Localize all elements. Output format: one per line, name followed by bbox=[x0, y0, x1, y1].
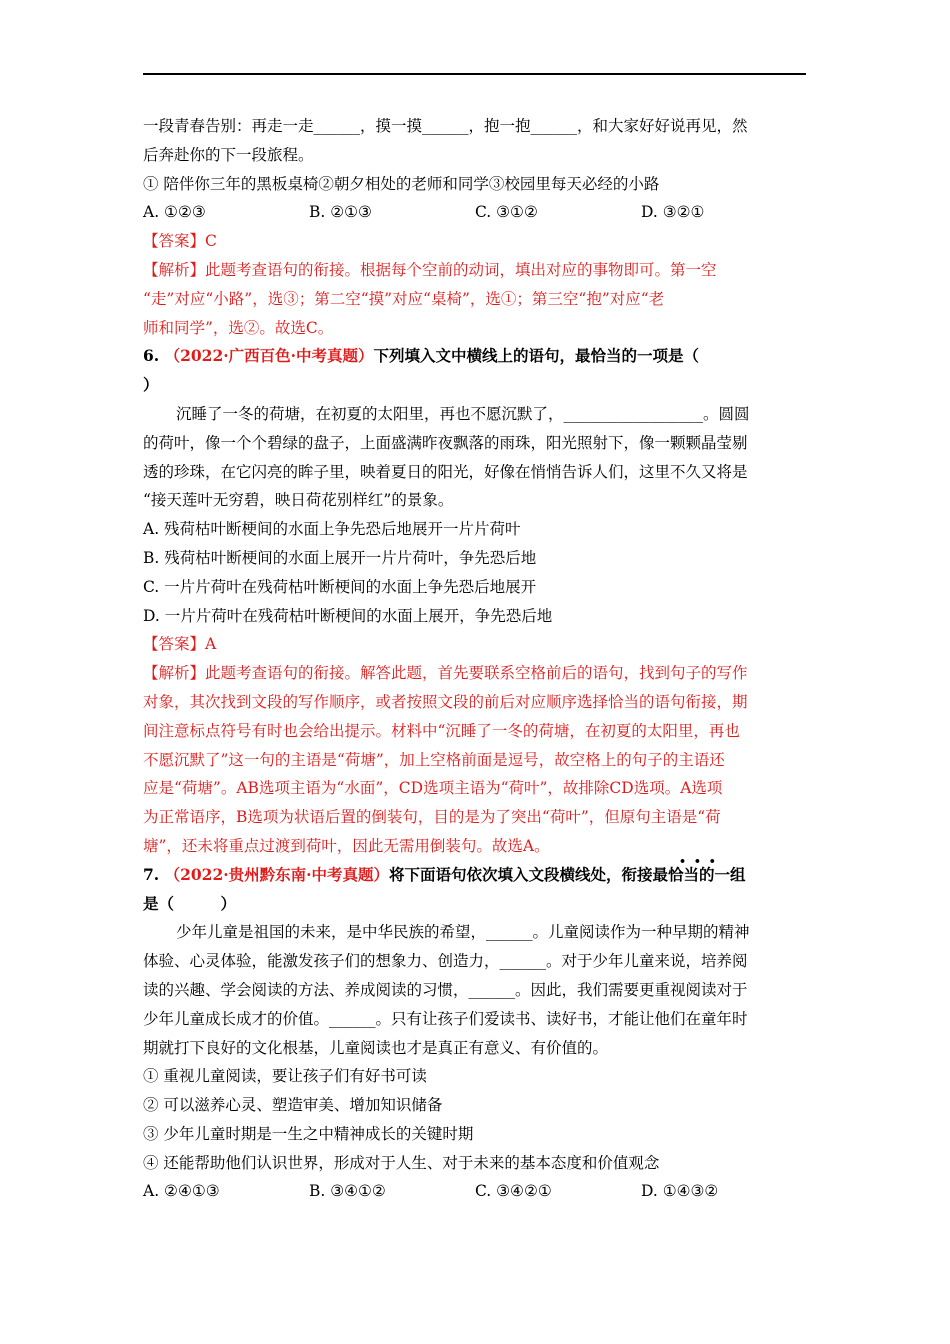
q7-passage-line: 期就打下良好的文化根基，儿童阅读也才是真正有意义、有价值的。 bbox=[143, 1038, 609, 1057]
q7-question-end: 是（ ） bbox=[143, 893, 237, 913]
q6-passage-line: “接天莲叶无穷碧，映日荷花别样红”的景象。 bbox=[143, 491, 454, 510]
q7-number: 7. bbox=[143, 864, 160, 884]
document-body bbox=[143, 112, 808, 1206]
q7-question-text: 将下面语句依次填入文段横线处，衔接最恰当的一组 bbox=[389, 864, 746, 884]
q6-option-a: A. 残荷枯叶断梗间的水面上争先恐后地展开一片片荷叶 bbox=[143, 520, 521, 539]
q7-option-a: A. ②④①③ bbox=[143, 1182, 220, 1201]
q6-answer: 【答案】A bbox=[143, 635, 217, 654]
q7-option-c: C. ③④②① bbox=[475, 1182, 552, 1201]
q7-item: ③ 少年儿童时期是一生之中精神成长的关键时期 bbox=[143, 1124, 474, 1143]
q5-options bbox=[143, 198, 808, 227]
q7-options bbox=[143, 1177, 808, 1206]
q5-option-d: D. ③②① bbox=[641, 203, 705, 222]
q5-stem-line-2: 后奔赴你的下一段旅程。 bbox=[143, 145, 314, 164]
q6-source: （2022·广西百色·中考真题） bbox=[164, 346, 374, 366]
q6-passage-line: 的荷叶，像一个个碧绿的盘子，上面盛满昨夜飘落的雨珠，阳光照射下，像一颗颗晶莹剔 bbox=[143, 433, 748, 452]
q6-number: 6. bbox=[143, 346, 160, 366]
q7-passage-line: 读的兴趣、学会阅读的方法、养成阅读的习惯，______。因此，我们需要更重视阅读对于 bbox=[143, 980, 748, 999]
q7-option-d: D. ①④③② bbox=[641, 1182, 719, 1201]
q5-items: ① 陪伴你三年的黑板桌椅②朝夕相处的老师和同学③校园里每天必经的小路 bbox=[143, 174, 660, 193]
q6-analysis-line: 为正常语序，B选项为状语后置的倒装句，目的是为了突出“荷叶”，但原句主语是“荷 bbox=[143, 808, 721, 827]
q5-option-c: C. ③①② bbox=[475, 203, 538, 222]
q5-analysis-line: 师和同学”，选②。故选C。 bbox=[143, 318, 334, 337]
q6-passage-line: 透的珍珠，在它闪亮的眸子里，映着夏日的阳光，好像在悄悄告诉人们，这里不久又将是 bbox=[143, 462, 748, 481]
q5-option-b: B. ②①③ bbox=[309, 203, 372, 222]
q7-passage-line: 少年儿童成长成才的价值。______。只有让孩子们爱读书、读好书，才能让他们在童年时 bbox=[143, 1009, 748, 1028]
q6-heading bbox=[143, 342, 808, 371]
q7-item: ① 重视儿童阅读，要让孩子们有好书可读 bbox=[143, 1067, 427, 1086]
emphasis-dots: • • • bbox=[679, 854, 718, 868]
q7-passage-line: 少年儿童是祖国的未来，是中华民族的希望，______。儿童阅读作为一种早期的精神 bbox=[176, 923, 750, 942]
q6-passage-line: 沉睡了一冬的荷塘，在初夏的太阳里，再也不愿沉默了，__________________。圆圆 bbox=[176, 404, 750, 423]
q6-analysis-line: 对象，其次找到文段的写作顺序，或者按照文段的前后对应顺序选择恰当的语句衔接，期 bbox=[143, 692, 748, 711]
q6-question-end: ） bbox=[143, 375, 159, 395]
q6-option-b: B. 残荷枯叶断梗间的水面上展开一片片荷叶，争先恐后地 bbox=[143, 548, 537, 567]
q7-question bbox=[389, 854, 746, 884]
q7-option-b: B. ③④①② bbox=[309, 1182, 386, 1201]
q6-analysis-line: 不愿沉默了”这一句的主语是“荷塘”，加上空格前面是逗号，故空格上的句子的主语还 bbox=[143, 750, 725, 769]
q6-analysis-line: 应是“荷塘”。AB选项主语为“水面”，CD选项主语为“荷叶”，故排除CD选项。A选项 bbox=[143, 779, 723, 798]
q5-stem-line-1: 一段青春告别：再走一走______，摸一摸______，抱一抱______，和大家好好说再见，然 bbox=[143, 117, 748, 135]
q5-option-a: A. ①②③ bbox=[143, 203, 206, 222]
q5-analysis-line: “走”对应“小路”，选③；第二空“摸”对应“桌椅”，选①；第三空“抱”对应“老 bbox=[143, 289, 665, 308]
q7-heading bbox=[143, 854, 808, 890]
q7-source: （2022·贵州黔东南·中考真题） bbox=[164, 864, 390, 884]
q7-item: ④ 还能帮助他们认识世界，形成对于人生、对于未来的基本态度和价值观念 bbox=[143, 1153, 660, 1172]
q6-option-d: D. 一片片荷叶在残荷枯叶断梗间的水面上展开，争先恐后地 bbox=[143, 606, 553, 625]
header-rule bbox=[143, 73, 806, 75]
q5-answer: 【答案】C bbox=[143, 232, 217, 251]
q6-analysis-line: 塘”，还未将重点过渡到荷叶，因此无需用倒装句。故选A。 bbox=[143, 836, 550, 855]
q7-passage-line: 体验、心灵体验，能激发孩子们的想象力、创造力，______。对于少年儿童来说，培养阅 bbox=[143, 952, 748, 971]
q6-analysis-line: 【解析】此题考查语句的衔接。解答此题，首先要联系空格前后的语句，找到句子的写作 bbox=[143, 664, 748, 683]
q6-question: 下列填入文中横线上的语句，最恰当的一项是（ bbox=[373, 346, 700, 366]
q5-analysis-line: 【解析】此题考查语句的衔接。根据每个空前的动词，填出对应的事物即可。第一空 bbox=[143, 260, 717, 279]
q7-item: ② 可以滋养心灵、塑造审美、增加知识储备 bbox=[143, 1096, 443, 1115]
q6-analysis-line: 间注意标点符号有时也会给出提示。材料中“沉睡了一冬的荷塘，在初夏的太阳里，再也 bbox=[143, 721, 740, 740]
q6-option-c: C. 一片片荷叶在残荷枯叶断梗间的水面上争先恐后地展开 bbox=[143, 577, 537, 596]
